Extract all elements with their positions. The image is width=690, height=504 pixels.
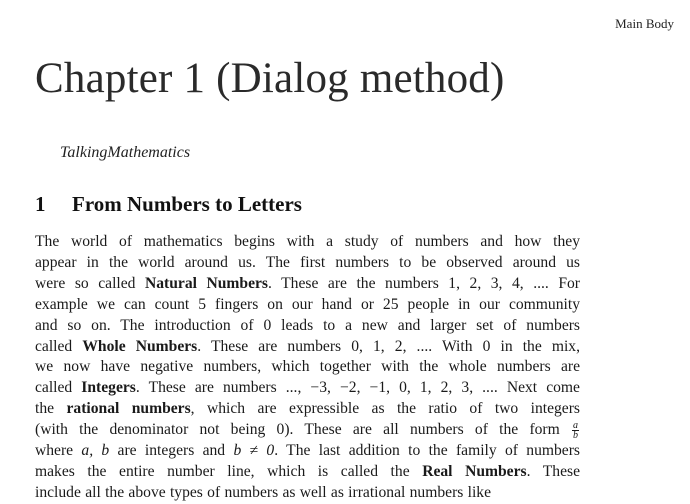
term-integers: Integers [81, 379, 136, 397]
paragraph-line: makes the entire number line, which is called the Real Numbers. These [35, 462, 580, 480]
paragraph-line: and so on. The introduction of 0 leads to a new and larger set of numbers [35, 316, 580, 334]
chapter-author: TalkingMathematics [60, 144, 191, 161]
paragraph-line: called Whole Numbers. These are numbers 0, 1, 2, .... With 0 in the mix, [35, 337, 581, 355]
paragraph-line: appear in the world around us. The first numbers to be observed around us [35, 253, 580, 271]
paragraph-line: The world of mathematics begins with a study of numbers and how they [35, 233, 580, 250]
paragraph-line: we now have negative numbers, which together with the whole numbers are [35, 358, 580, 376]
term-whole-numbers: Whole Numbers [82, 337, 198, 355]
chapter-title: Chapter 1 (Dialog method) [35, 55, 505, 102]
term-natural-numbers: Natural Numbers [144, 274, 268, 292]
paragraph-line: called Integers. These are numbers ..., −3, −2, −1, 0, 1, 2, 3, .... Next come [35, 379, 580, 397]
body-paragraph [35, 232, 580, 504]
term-real-numbers: Real Numbers [422, 462, 527, 480]
paragraph-line: where a, b are integers and b ≠ 0. The last addition to the family of numbers [35, 442, 580, 460]
section-title: From Numbers to Letters [72, 192, 302, 216]
part-label: Main Body [615, 16, 674, 31]
paragraph-line: (with the denominator not being 0). These are all numbers of the form $\frac{a}{b}$ [35, 420, 578, 442]
paragraph-line: example we can count 5 fingers on our hand or 25 people in our community [35, 295, 580, 313]
paragraph-line: were so called Natural Numbers. These are the numbers 1, 2, 3, 4, .... For [35, 274, 580, 292]
fraction-a-over-b: $\frac{a}{b}$ [573, 420, 578, 442]
paragraph-line: include all the above types of numbers as well as irrational numbers like [35, 483, 492, 501]
paragraph-line: the rational numbers, which are expressible as the ratio of two integers [35, 400, 580, 418]
section-number: 1 [35, 192, 46, 216]
term-rational-numbers: rational numbers [66, 400, 191, 418]
section-heading [35, 191, 302, 217]
